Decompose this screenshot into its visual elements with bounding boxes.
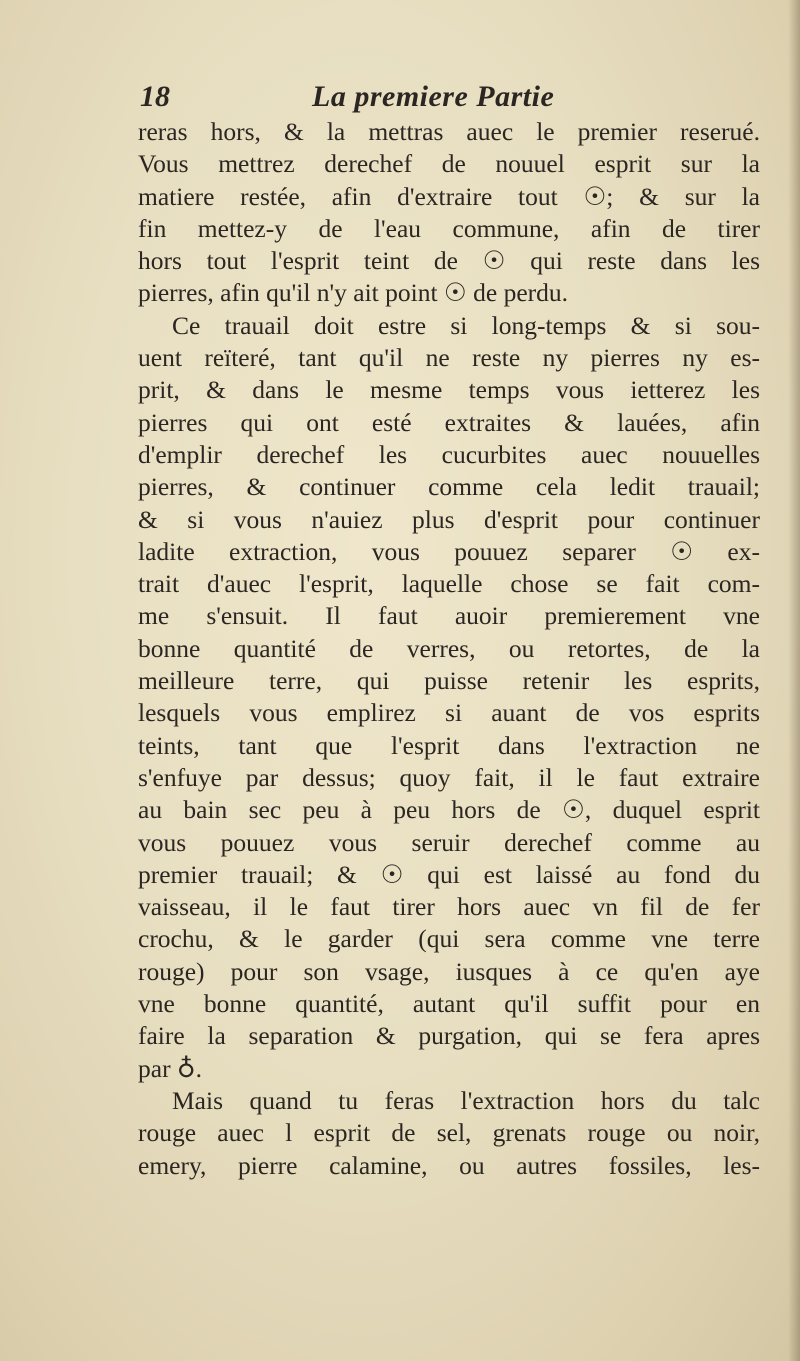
text-line: trait d'auec l'esprit, laquelle chose se fait com- <box>138 569 760 599</box>
text-line: vne bonne quantité, autant qu'il suffit pour en <box>138 989 760 1019</box>
text-line: ladite extraction, vous pouuez separer ☉ ex- <box>138 536 760 566</box>
text-line: premier trauail; & ☉ qui est laissé au fond du <box>138 859 760 889</box>
text-line: pierres, afin qu'il n'y ait point ☉ de perdu. <box>138 278 569 308</box>
text-line: faire la separation & purgation, qui se fera apres <box>138 1021 760 1051</box>
text-line: fin mettez-y de l'eau commune, afin de tirer <box>138 213 760 243</box>
text-line: lesquels vous emplirez si auant de vos esprits <box>138 698 760 728</box>
page-header <box>140 80 760 120</box>
text-line: emery, pierre calamine, ou autres fossiles, les- <box>138 1150 760 1180</box>
text-line: uent reïteré, tant qu'il ne reste ny pierres ny es- <box>138 343 760 373</box>
page-number: 18 <box>140 80 170 113</box>
text-line: s'enfuye par dessus; quoy fait, il le faut extraire <box>138 762 760 792</box>
text-line: pierres qui ont esté extraites & lauées, afin <box>138 407 760 437</box>
text-line: rouge auec l esprit de sel, grenats rouge ou noir, <box>138 1118 760 1148</box>
text-line: me s'ensuit. Il faut auoir premierement vne <box>138 601 760 631</box>
text-line: reras hors, & la mettras auec le premier reserué. <box>138 117 760 146</box>
text-line: meilleure terre, qui puisse retenir les esprits, <box>138 666 760 696</box>
text-line: teints, tant que l'esprit dans l'extraction ne <box>138 730 760 760</box>
text-line: Ce trauail doit estre si long-temps & si sou- <box>172 310 760 340</box>
text-line: bonne quantité de verres, ou retortes, de la <box>138 633 760 663</box>
text-line: d'emplir derechef les cucurbites auec nouuelles <box>138 439 760 469</box>
text-line: Mais quand tu feras l'extraction hors du talc <box>172 1085 760 1115</box>
text-line: Vous mettrez derechef de nouuel esprit sur la <box>138 149 760 179</box>
text-line: pierres, & continuer comme cela ledit trauail; <box>138 472 760 502</box>
text-line: hors tout l'esprit teint de ☉ qui reste dans les <box>138 246 760 276</box>
text-line: vaisseau, il le faut tirer hors auec vn fil de fer <box>138 892 760 922</box>
text-line: vous pouuez vous seruir derechef comme au <box>138 827 760 857</box>
text-line: matiere restée, afin d'extraire tout ☉; & sur la <box>138 181 760 211</box>
text-line: par ♁. <box>138 1053 202 1083</box>
page-edge-shadow <box>788 0 800 1361</box>
text-line: au bain sec peu à peu hors de ☉, duquel esprit <box>138 795 760 825</box>
body-text <box>138 116 760 1182</box>
text-line: & si vous n'auiez plus d'esprit pour continuer <box>138 504 760 534</box>
text-line: crochu, & le garder (qui sera comme vne terre <box>138 924 760 954</box>
text-line: prit, & dans le mesme temps vous ietterez les <box>138 375 760 405</box>
running-title: La premiere Partie <box>312 80 555 113</box>
text-line: rouge) pour son vsage, iusques à ce qu'en aye <box>138 956 760 986</box>
